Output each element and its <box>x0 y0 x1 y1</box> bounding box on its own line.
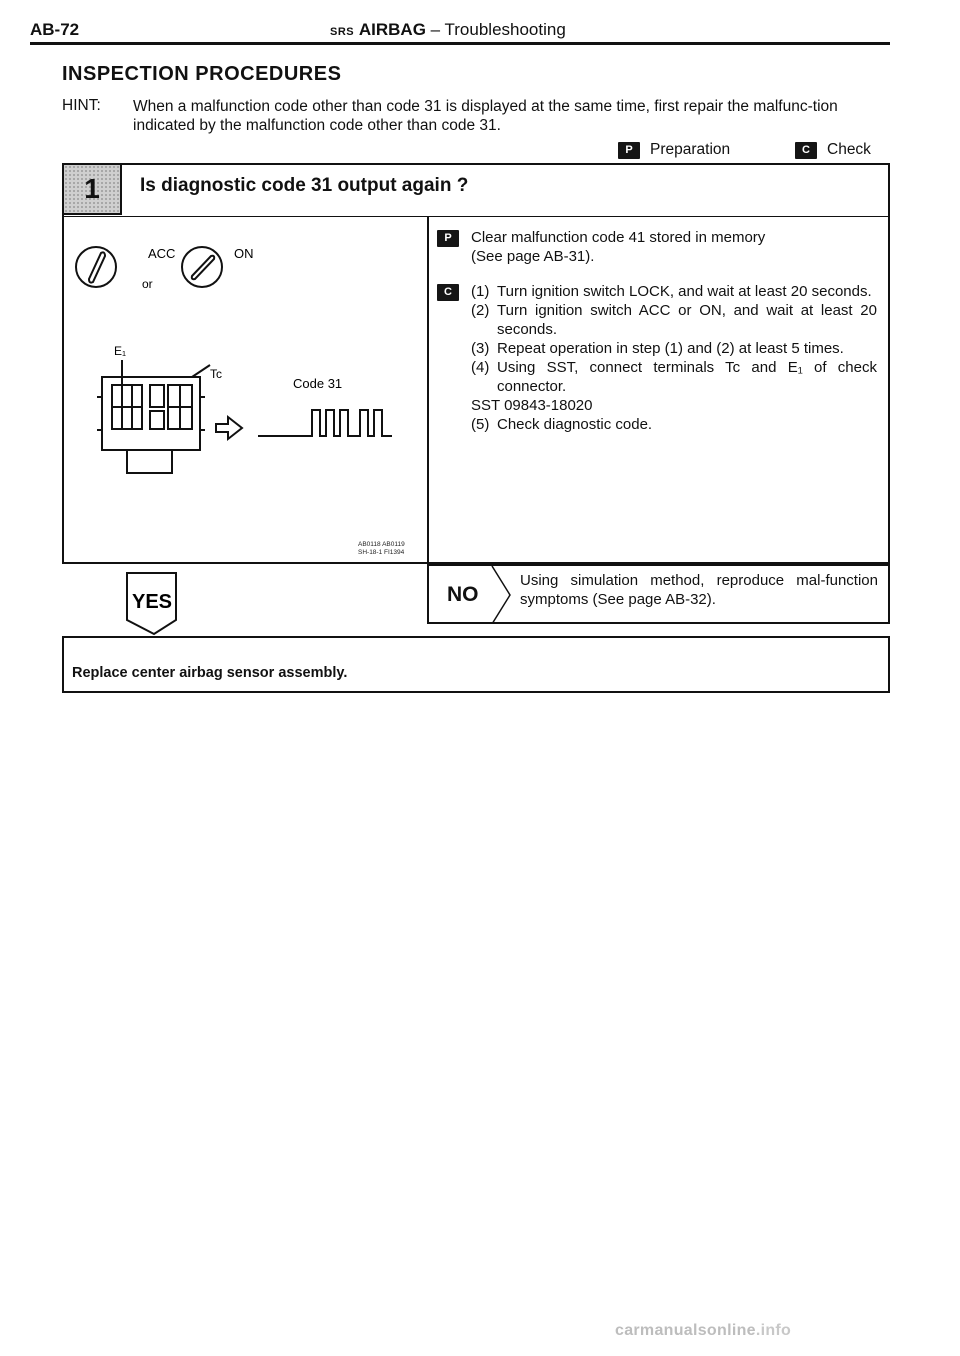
column-divider <box>427 216 429 624</box>
code-label: Code 31 <box>293 376 343 391</box>
header-rule <box>30 42 890 45</box>
check-step <box>471 339 877 358</box>
preparation-label: Preparation <box>650 141 731 158</box>
acc-label: ACC <box>148 246 176 261</box>
check-step <box>471 301 877 339</box>
yes-branch <box>124 570 184 638</box>
question-rule <box>62 216 890 217</box>
check-step <box>471 282 877 301</box>
preparation-badge: P <box>618 142 640 159</box>
no-label: NO <box>447 583 479 606</box>
check-step-number: (2) <box>471 302 490 319</box>
figure-code <box>358 541 405 557</box>
check-instructions <box>437 282 877 434</box>
page-code: AB-72 <box>30 20 80 39</box>
watermark <box>615 1322 791 1340</box>
preparation-badge: P <box>437 230 459 247</box>
tc-label: Tc <box>210 367 222 381</box>
e1-label: E₁ <box>114 344 127 358</box>
no-branch-chevron <box>490 566 514 624</box>
on-label: ON <box>234 246 254 261</box>
final-action-text: Replace center airbag sensor assembly. <box>72 665 348 681</box>
page-header-title <box>330 20 566 40</box>
step-number-tile <box>64 165 122 215</box>
step-number: 1 <box>84 173 100 204</box>
legend-check <box>795 141 871 159</box>
hint-text: When a malfunction code other than code 31 is displayed at the same time, first repair the malfunc-tion indicated by the malfunction code other than code 31. <box>133 98 838 134</box>
step-question: Is diagnostic code 31 output again ? <box>140 175 469 196</box>
header-separator: – <box>425 20 445 39</box>
check-step-number: (5) <box>471 416 490 433</box>
check-step-number: (3) <box>471 340 490 357</box>
code-31-waveform <box>258 410 392 436</box>
figure-code-line: SH-18-1 FI1394 <box>358 549 405 556</box>
check-badge: C <box>437 284 459 301</box>
arrow-right-icon <box>216 417 242 439</box>
watermark-main: carmanualsonline <box>615 1322 756 1339</box>
check-step-text: Check diagnostic code. <box>497 416 653 433</box>
header-subtitle: Troubleshooting <box>444 20 566 39</box>
section-title: INSPECTION PROCEDURES <box>62 63 342 85</box>
watermark-suffix: .info <box>755 1322 792 1339</box>
check-step-text: Turn ignition switch ACC or ON, and wait at least 20 seconds. <box>497 302 877 338</box>
preparation-reference: (See page AB-31). <box>471 248 595 265</box>
check-badge: C <box>795 142 817 159</box>
check-step <box>471 358 877 396</box>
ignition-key-on-icon <box>182 247 222 287</box>
check-step-text: Using SST, connect terminals Tc and E₁ of check connector. <box>497 359 877 395</box>
preparation-text: Clear malfunction code 41 stored in memory <box>471 229 766 246</box>
system-label: SRS <box>330 26 355 38</box>
no-branch-text: Using simulation method, reproduce mal-function symptoms (See page AB-32). <box>520 572 878 608</box>
check-label: Check <box>827 141 871 158</box>
legend-preparation <box>618 141 730 159</box>
header-title: AIRBAG <box>358 20 426 39</box>
sst-number: SST 09843-18020 <box>471 397 593 414</box>
yes-label: YES <box>132 591 173 613</box>
check-step-text: Repeat operation in step (1) and (2) at least 5 times. <box>497 340 844 357</box>
check-connector-drawing <box>97 360 210 473</box>
preparation-instruction <box>437 228 877 266</box>
ignition-key-acc-icon <box>76 247 116 287</box>
check-step-text: Turn ignition switch LOCK, and wait at least 20 seconds. <box>497 283 872 300</box>
figure-code-line: AB0118 AB0119 <box>358 541 405 548</box>
instructions <box>437 228 877 434</box>
check-step-number: (4) <box>471 359 490 376</box>
check-step <box>471 415 877 434</box>
diagnostic-figure <box>70 225 420 535</box>
hint-label: HINT: <box>62 97 101 114</box>
or-label: or <box>142 277 153 291</box>
check-step-number: (1) <box>471 283 490 300</box>
